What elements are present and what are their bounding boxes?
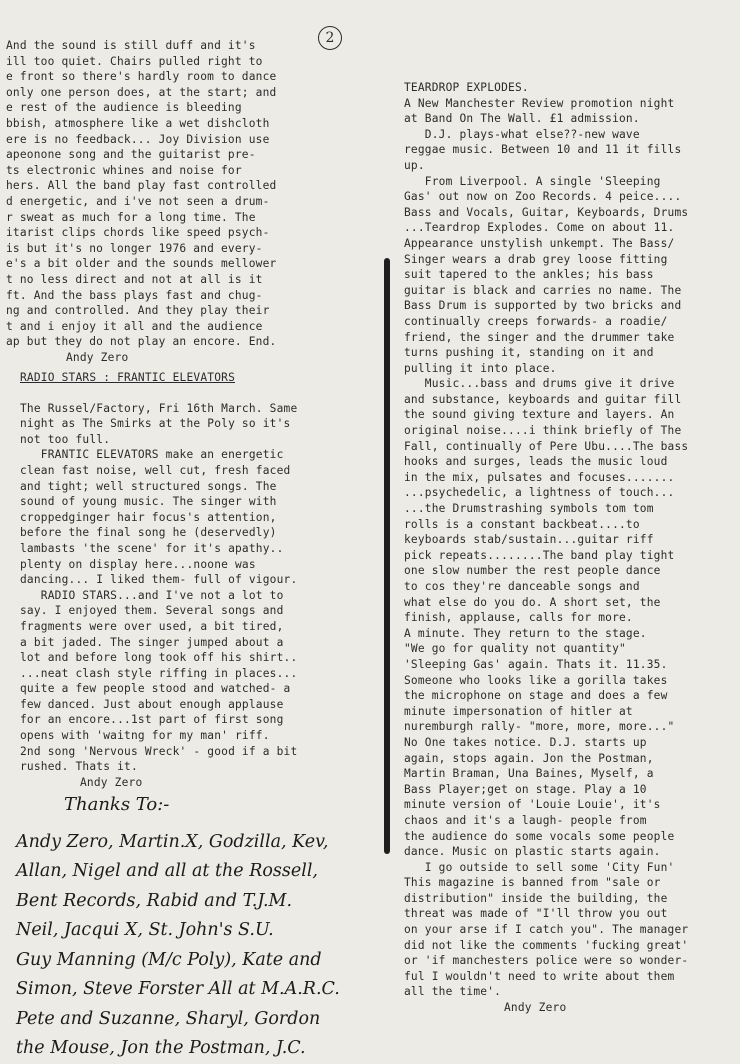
text-line: Appearance unstylish unkempt. The Bass/ xyxy=(404,236,675,250)
text-line: e rest of the audience is bleeding xyxy=(6,101,242,115)
text-line: From Liverpool. A single 'Sleeping xyxy=(404,174,661,188)
text-line: Gas' out now on Zoo Records. 4 peice.... xyxy=(404,190,682,204)
text-line: pulling it into place. xyxy=(404,361,557,375)
text-line: not too full. xyxy=(20,432,111,446)
text-line: on your arse if I catch you". The manager xyxy=(404,923,689,937)
text-line: hooks and surges, leads the music loud xyxy=(404,455,668,469)
text-line: minute impersonation of hitler at xyxy=(404,704,633,718)
text-line: ere is no feedback... Joy Division use xyxy=(6,132,270,146)
text-line: suit tapered to the ankles; his bass xyxy=(404,268,654,282)
text-line: one slow number the rest people dance xyxy=(404,564,661,578)
text-line: the audience do some vocals some people xyxy=(404,829,675,843)
text-line: d energetic, and i've not seen a drum- xyxy=(6,194,270,208)
text-line: FRANTIC ELEVATORS make an energetic xyxy=(20,448,284,462)
text-line: rolls is a constant backbeat....to xyxy=(404,517,640,531)
text-line: ...Teardrop Explodes. Come on about 11. xyxy=(404,221,675,235)
text-line: finish, applause, calls for more. xyxy=(404,611,633,625)
author-signature: Andy Zero xyxy=(66,350,129,364)
joy-division-review-text xyxy=(6,38,316,365)
text-line: pick repeats........The band play tight xyxy=(404,548,675,562)
column-divider xyxy=(384,258,390,854)
text-line: nuremburgh rally- "more, more, more..." xyxy=(404,720,675,734)
text-line: A minute. They return to the stage. xyxy=(404,626,647,640)
text-line: Singer wears a drab grey loose fitting xyxy=(404,252,668,266)
thanks-line: Neil, Jacqui X, St. John's S.U. xyxy=(16,920,274,940)
text-line: t no less direct and not at all is it xyxy=(6,272,263,286)
author-signature: Andy Zero xyxy=(504,1001,567,1015)
text-line: 'Sleeping Gas' again. Thats it. 11.35. xyxy=(404,657,668,671)
text-line: hers. All the band play fast controlled xyxy=(6,179,277,193)
text-line: quite a few people stood and watched- a xyxy=(20,682,291,696)
text-line: lambasts 'the scene' for it's apathy.. xyxy=(20,541,284,555)
text-line: e front so there's hardly room to dance xyxy=(6,70,277,84)
text-line: what else do you do. A short set, the xyxy=(404,595,661,609)
text-line: minute version of 'Louie Louie', it's xyxy=(404,798,661,812)
text-line: friend, the singer and the drummer take xyxy=(404,330,675,344)
text-line: again, stops again. Jon the Postman, xyxy=(404,751,654,765)
text-line: the sound giving texture and layers. An xyxy=(404,408,675,422)
text-line: ng and controlled. And they play their xyxy=(6,304,270,318)
text-line: t and i enjoy it all and the audience xyxy=(6,319,263,333)
thanks-line: Allan, Nigel and all at the Rossell, xyxy=(16,861,318,881)
text-line: a bit jaded. The singer jumped about a xyxy=(20,635,284,649)
text-line: at Band On The Wall. £1 admission. xyxy=(404,112,640,126)
text-line: The Russel/Factory, Fri 16th March. Same xyxy=(20,401,298,415)
thanks-title: Thanks To:- xyxy=(64,794,170,815)
text-line: night as The Smirks at the Poly so it's xyxy=(20,417,291,431)
thanks-line: Andy Zero, Martin.X, Godzilla, Kev, xyxy=(16,831,329,852)
text-line: Someone who looks like a gorilla takes xyxy=(404,673,668,687)
text-line: continually creeps forwards- a roadie/ xyxy=(404,314,668,328)
text-line: up. xyxy=(404,158,425,172)
text-line: r sweat as much for a long time. The xyxy=(6,210,256,224)
text-line: to cos they're danceable songs and xyxy=(404,580,640,593)
text-line: is but it's no longer 1976 and every- xyxy=(6,241,263,255)
text-line: clean fast noise, well cut, fresh faced xyxy=(20,463,291,477)
text-line: and substance, keyboards and guitar fill xyxy=(404,392,682,406)
text-line: ts electronic whines and noise for xyxy=(6,163,242,177)
text-line: e's a bit older and the sounds mellower xyxy=(6,257,277,271)
text-line: croppedginger hair focus's attention, xyxy=(20,510,277,524)
text-line: dancing... I liked them- full of vigour. xyxy=(20,573,298,587)
text-line: D.J. plays-what else??-new wave xyxy=(404,127,640,141)
text-line: opens with 'waitng for my man' riff. xyxy=(20,729,270,743)
text-line: for an encore...1st part of first song xyxy=(20,713,284,727)
text-line: all the time'. xyxy=(404,985,502,999)
thanks-section xyxy=(16,790,386,1064)
text-line: fragments were over used, a bit tired, xyxy=(20,619,284,633)
thanks-line: Guy Manning (M/c Poly), Kate and xyxy=(16,949,322,970)
text-line: Bass and Vocals, Guitar, Keyboards, Drums xyxy=(404,205,689,219)
text-line: Bass Player;get on stage. Play a 10 xyxy=(404,782,647,796)
text-line: ...neat clash style riffing in places... xyxy=(20,666,298,680)
text-line: few danced. Just about enough applause xyxy=(20,697,284,711)
text-line: I go outside to sell some 'City Fun' xyxy=(404,860,675,874)
text-line: ful I wouldn't need to write about them xyxy=(404,969,675,983)
text-line: guitar is black and carries no name. The xyxy=(404,283,682,297)
text-line: ap but they do not play an encore. End. xyxy=(6,335,277,349)
text-line: "We go for quality not quantity" xyxy=(404,642,626,656)
text-line: rushed. Thats it. xyxy=(20,760,138,774)
text-line: did not like the comments 'fucking great' xyxy=(404,938,689,952)
text-line: Bass Drum is supported by two bricks and xyxy=(404,299,682,313)
text-line: 2nd song 'Nervous Wreck' - good if a bit xyxy=(20,744,298,758)
text-line: plenty on display here...noone was xyxy=(20,557,256,571)
radio-stars-review xyxy=(20,370,330,790)
text-line: chaos and it's a laugh- people from xyxy=(404,813,647,827)
text-line: reggae music. Between 10 and 11 it fills xyxy=(404,143,682,157)
text-line: apeonone song and the guitarist pre- xyxy=(6,148,256,162)
text-line: ...the Drumstrashing symbols tom tom xyxy=(404,502,654,516)
text-line: itarist clips chords like speed psych- xyxy=(6,226,270,240)
text-line: Music...bass and drums give it drive xyxy=(404,377,675,391)
text-line: A New Manchester Review promotion night xyxy=(404,96,675,110)
thanks-line: Simon, Steve Forster All at M.A.R.C. xyxy=(16,979,340,999)
text-line: distribution" inside the building, the xyxy=(404,891,668,905)
thanks-line: Bent Records, Rabid and T.J.M. xyxy=(16,890,293,911)
text-line: in the mix, pulsates and focuses....... xyxy=(404,470,675,484)
text-line: sound of young music. The singer with xyxy=(20,495,277,509)
text-line: ill too quiet. Chairs pulled right to xyxy=(6,54,263,68)
teardrop-explodes-review xyxy=(404,80,724,1016)
thanks-list xyxy=(16,828,386,1064)
text-line: keyboards stab/sustain...guitar riff xyxy=(404,533,654,547)
text-line: original noise....i think briefly of The xyxy=(404,424,682,438)
author-signature: Andy Zero xyxy=(80,775,143,789)
text-line: ft. And the bass plays fast and chug- xyxy=(6,288,263,302)
text-line: And the sound is still duff and it's xyxy=(6,39,256,52)
text-line: threat was made of "I'll throw you out xyxy=(404,907,668,921)
text-line: bbish, atmosphere like a wet dishcloth xyxy=(6,116,270,130)
page-number: 2 xyxy=(318,26,342,50)
thanks-line: the Mouse, Jon the Postman, J.C. xyxy=(16,1038,306,1058)
text-line: and tight; well structured songs. The xyxy=(20,479,277,493)
text-line: dance. Music on plastic starts again. xyxy=(404,845,661,859)
text-line: RADIO STARS...and I've not a lot to xyxy=(20,588,284,602)
text-line: Martin Braman, Una Baines, Myself, a xyxy=(404,767,654,781)
spacer xyxy=(20,386,330,401)
text-line: turns pushing it, standing on it and xyxy=(404,346,654,360)
text-line: No One takes notice. D.J. starts up xyxy=(404,735,647,749)
text-line: only one person does, at the start; and xyxy=(6,85,277,99)
text-line: before the final song he (deservedly) xyxy=(20,526,277,540)
text-line: ...psychedelic, a lightness of touch... xyxy=(404,486,675,500)
text-line: Fall, continually of Pere Ubu....The bass xyxy=(404,439,689,453)
text-line: lot and before long took off his shirt.. xyxy=(20,651,298,665)
text-line: say. I enjoyed them. Several songs and xyxy=(20,604,284,618)
text-line: or 'if manchesters police were so wonder- xyxy=(404,954,689,968)
thanks-line: Pete and Suzanne, Sharyl, Gordon xyxy=(16,1008,321,1029)
text-line: This magazine is banned from "sale or xyxy=(404,876,661,890)
section-heading: TEARDROP EXPLODES. xyxy=(404,81,529,94)
section-heading: RADIO STARS : FRANTIC ELEVATORS xyxy=(20,371,235,384)
text-line: the microphone on stage and does a few xyxy=(404,689,668,703)
